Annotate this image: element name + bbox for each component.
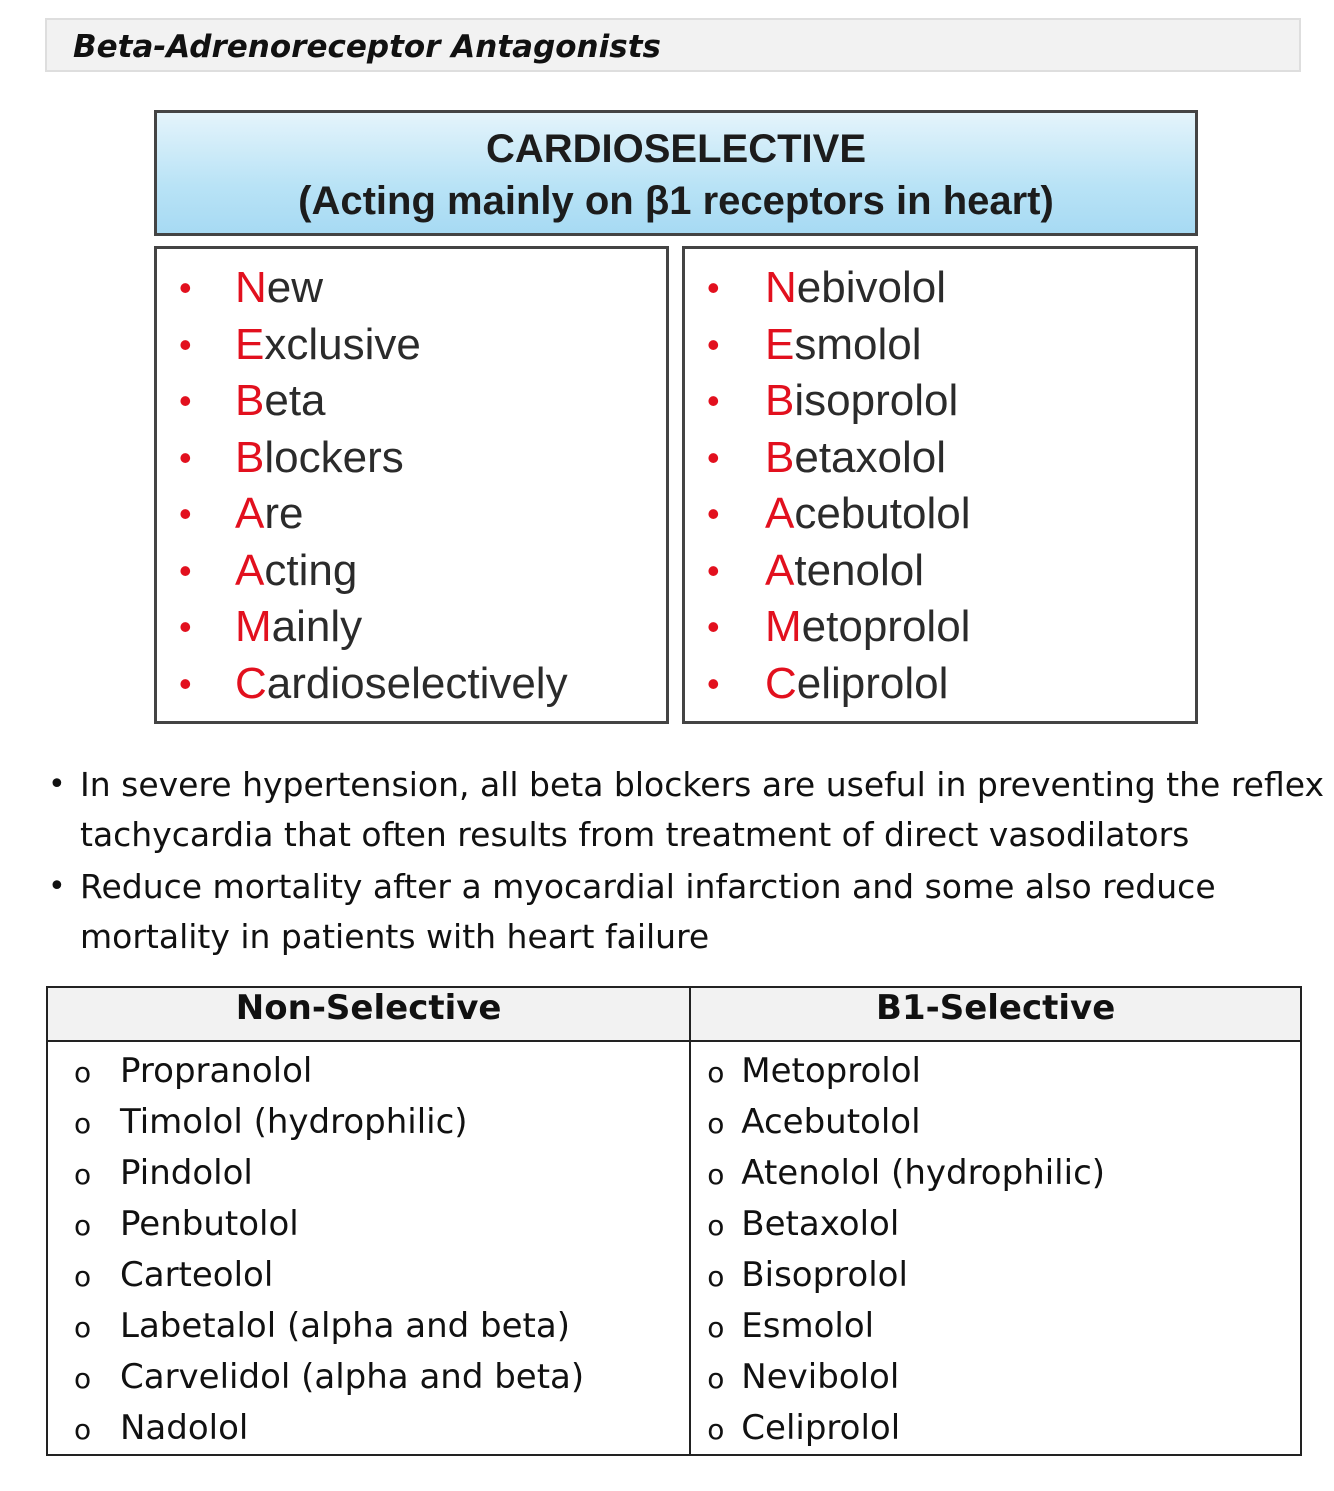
circle-bullet-icon: o <box>74 1413 92 1446</box>
mnemonic-word-rest: ardioselectively <box>266 658 568 708</box>
mnemonic-drug-initial: E <box>765 319 795 369</box>
table-header-row <box>47 987 1301 1041</box>
drug-name: Metoprolol <box>741 1051 921 1091</box>
red-bullet-icon: • <box>707 323 720 365</box>
mnemonic-word-initial: M <box>235 602 272 651</box>
mnemonic-word-rest: ew <box>266 263 324 312</box>
table-row <box>47 1041 1301 1455</box>
mnemonic-drug-item <box>699 433 971 490</box>
drug-name: Atenolol (hydrophilic) <box>741 1153 1106 1193</box>
selectivity-table <box>46 986 1302 1456</box>
mnemonic-drug-initial: A <box>765 545 795 595</box>
red-bullet-icon: • <box>179 662 192 704</box>
mnemonic-drug-rest: cebutolol <box>794 489 971 538</box>
circle-bullet-icon: o <box>707 1260 725 1293</box>
note-text: In severe hypertension, all beta blockers are useful in preventing the reflex tachycardia that often results from treatment of direct vasodilators <box>80 765 1325 854</box>
mnemonic-word-item <box>171 602 568 659</box>
mnemonic-drug-item <box>699 263 971 320</box>
circle-bullet-icon: o <box>707 1056 725 1089</box>
drug-name: Carteolol <box>120 1255 274 1295</box>
circle-bullet-icon: o <box>74 1158 92 1191</box>
bullet-icon: • <box>48 767 66 802</box>
mnemonic-word-initial: B <box>235 376 265 425</box>
mnemonic-word-initial: B <box>235 432 265 482</box>
b1-selective-header: B1-Selective <box>690 987 1301 1041</box>
drug-name: Penbutolol <box>120 1204 299 1244</box>
list-item <box>691 1250 1300 1301</box>
mnemonic-word-item <box>171 433 568 490</box>
mnemonic-word-rest: xclusive <box>264 319 421 369</box>
red-bullet-icon: • <box>707 493 720 534</box>
mnemonic-drug-initial: N <box>765 263 797 312</box>
red-bullet-icon: • <box>179 606 192 647</box>
mnemonic-word-initial: N <box>235 263 267 312</box>
list-item <box>44 760 1334 860</box>
mnemonic-drugs-list <box>699 263 971 715</box>
red-bullet-icon: • <box>179 436 192 478</box>
mnemonic-drug-item <box>699 489 971 546</box>
mnemonic-word-initial: C <box>235 658 267 708</box>
circle-bullet-icon: o <box>707 1413 725 1446</box>
bullet-icon: • <box>48 869 66 904</box>
list-item <box>48 1046 689 1097</box>
red-bullet-icon: • <box>707 606 720 647</box>
mnemonic-word-rest: eta <box>264 376 326 425</box>
cardioselective-subtitle: (Acting mainly on β1 receptors in heart) <box>298 179 1054 223</box>
list-item <box>48 1352 689 1403</box>
circle-bullet-icon: o <box>74 1311 92 1344</box>
list-item <box>48 1250 689 1301</box>
heading-text: Beta-Adrenoreceptor Antagonists <box>73 29 661 65</box>
mnemonic-drug-initial: M <box>765 602 802 651</box>
mnemonic-word-rest: cting <box>264 545 358 595</box>
list-item <box>44 862 1334 962</box>
drug-name: Esmolol <box>741 1306 875 1346</box>
mnemonic-word-item <box>171 376 568 433</box>
list-item <box>48 1301 689 1352</box>
mnemonic-drug-rest: tenolol <box>794 545 925 595</box>
cardioselective-header <box>154 110 1198 236</box>
list-item <box>691 1352 1300 1403</box>
b1-selective-cell <box>690 1041 1301 1455</box>
drug-name: Bisoprolol <box>741 1255 908 1295</box>
drug-name: Carvelidol (alpha and beta) <box>120 1357 585 1397</box>
section-heading <box>45 18 1301 72</box>
mnemonic-drug-initial: C <box>765 658 797 708</box>
red-bullet-icon: • <box>707 662 720 704</box>
circle-bullet-icon: o <box>707 1362 725 1395</box>
mnemonic-drug-rest: ebivolol <box>796 263 946 312</box>
cardioselective-title: CARDIOSELECTIVE <box>485 127 867 171</box>
mnemonic-word-item <box>171 546 568 603</box>
circle-bullet-icon: o <box>74 1056 92 1089</box>
circle-bullet-icon: o <box>74 1209 92 1242</box>
mnemonic-drug-rest: etaxolol <box>794 432 947 482</box>
mnemonic-drugs-box <box>682 246 1198 724</box>
drug-name: Nadolol <box>120 1408 249 1448</box>
drug-name: Betaxolol <box>741 1204 900 1244</box>
list-item <box>691 1148 1300 1199</box>
red-bullet-icon: • <box>179 549 192 591</box>
red-bullet-icon: • <box>707 380 720 421</box>
notes-list <box>44 760 1334 964</box>
mnemonic-word-initial: A <box>235 545 265 595</box>
mnemonic-word-item <box>171 489 568 546</box>
drug-name: Pindolol <box>120 1153 253 1193</box>
circle-bullet-icon: o <box>707 1107 725 1140</box>
mnemonic-word-rest: re <box>264 489 304 538</box>
red-bullet-icon: • <box>179 267 192 308</box>
list-item <box>48 1097 689 1148</box>
mnemonic-word-item <box>171 263 568 320</box>
list-item <box>691 1199 1300 1250</box>
note-text: Reduce mortality after a myocardial infarction and some also reduce mortality in patients with heart failure <box>80 867 1216 956</box>
red-bullet-icon: • <box>179 493 192 534</box>
list-item <box>691 1097 1300 1148</box>
mnemonic-word-initial: E <box>235 319 265 369</box>
drug-name: Celiprolol <box>741 1408 901 1448</box>
mnemonic-words-box <box>154 246 669 724</box>
mnemonic-drug-rest: isoprolol <box>794 376 959 425</box>
mnemonic-words-list <box>171 263 568 715</box>
list-item <box>691 1403 1300 1454</box>
mnemonic-drug-rest: etoprolol <box>801 602 971 651</box>
circle-bullet-icon: o <box>74 1107 92 1140</box>
drug-name: Timolol (hydrophilic) <box>120 1102 468 1142</box>
non-selective-header: Non-Selective <box>47 987 690 1041</box>
drug-name: Acebutolol <box>741 1102 921 1142</box>
mnemonic-drug-item <box>699 659 971 716</box>
mnemonic-drug-rest: smolol <box>794 319 922 369</box>
circle-bullet-icon: o <box>74 1362 92 1395</box>
list-item <box>48 1148 689 1199</box>
red-bullet-icon: • <box>707 436 720 478</box>
b1-selective-list <box>691 1042 1300 1454</box>
red-bullet-icon: • <box>179 380 192 421</box>
non-selective-list <box>48 1042 689 1454</box>
mnemonic-drug-initial: A <box>765 489 795 538</box>
circle-bullet-icon: o <box>707 1158 725 1191</box>
list-item <box>691 1046 1300 1097</box>
drug-name: Nevibolol <box>741 1357 900 1397</box>
mnemonic-word-rest: lockers <box>264 432 404 482</box>
red-bullet-icon: • <box>707 267 720 308</box>
mnemonic-drug-item <box>699 320 971 377</box>
drug-name: Propranolol <box>120 1051 313 1091</box>
circle-bullet-icon: o <box>74 1260 92 1293</box>
red-bullet-icon: • <box>179 323 192 365</box>
mnemonic-word-item <box>171 659 568 716</box>
circle-bullet-icon: o <box>707 1311 725 1344</box>
mnemonic-drug-item <box>699 376 971 433</box>
list-item <box>48 1199 689 1250</box>
mnemonic-drug-initial: B <box>765 376 795 425</box>
drug-name: Labetalol (alpha and beta) <box>120 1306 570 1346</box>
mnemonic-drug-item <box>699 546 971 603</box>
mnemonic-word-initial: A <box>235 489 265 538</box>
mnemonic-drug-item <box>699 602 971 659</box>
circle-bullet-icon: o <box>707 1209 725 1242</box>
mnemonic-drug-rest: eliprolol <box>796 658 949 708</box>
list-item <box>48 1403 689 1454</box>
list-item <box>691 1301 1300 1352</box>
red-bullet-icon: • <box>707 549 720 591</box>
mnemonic-word-rest: ainly <box>271 602 363 651</box>
mnemonic-word-item <box>171 320 568 377</box>
non-selective-cell <box>47 1041 690 1455</box>
mnemonic-drug-initial: B <box>765 432 795 482</box>
